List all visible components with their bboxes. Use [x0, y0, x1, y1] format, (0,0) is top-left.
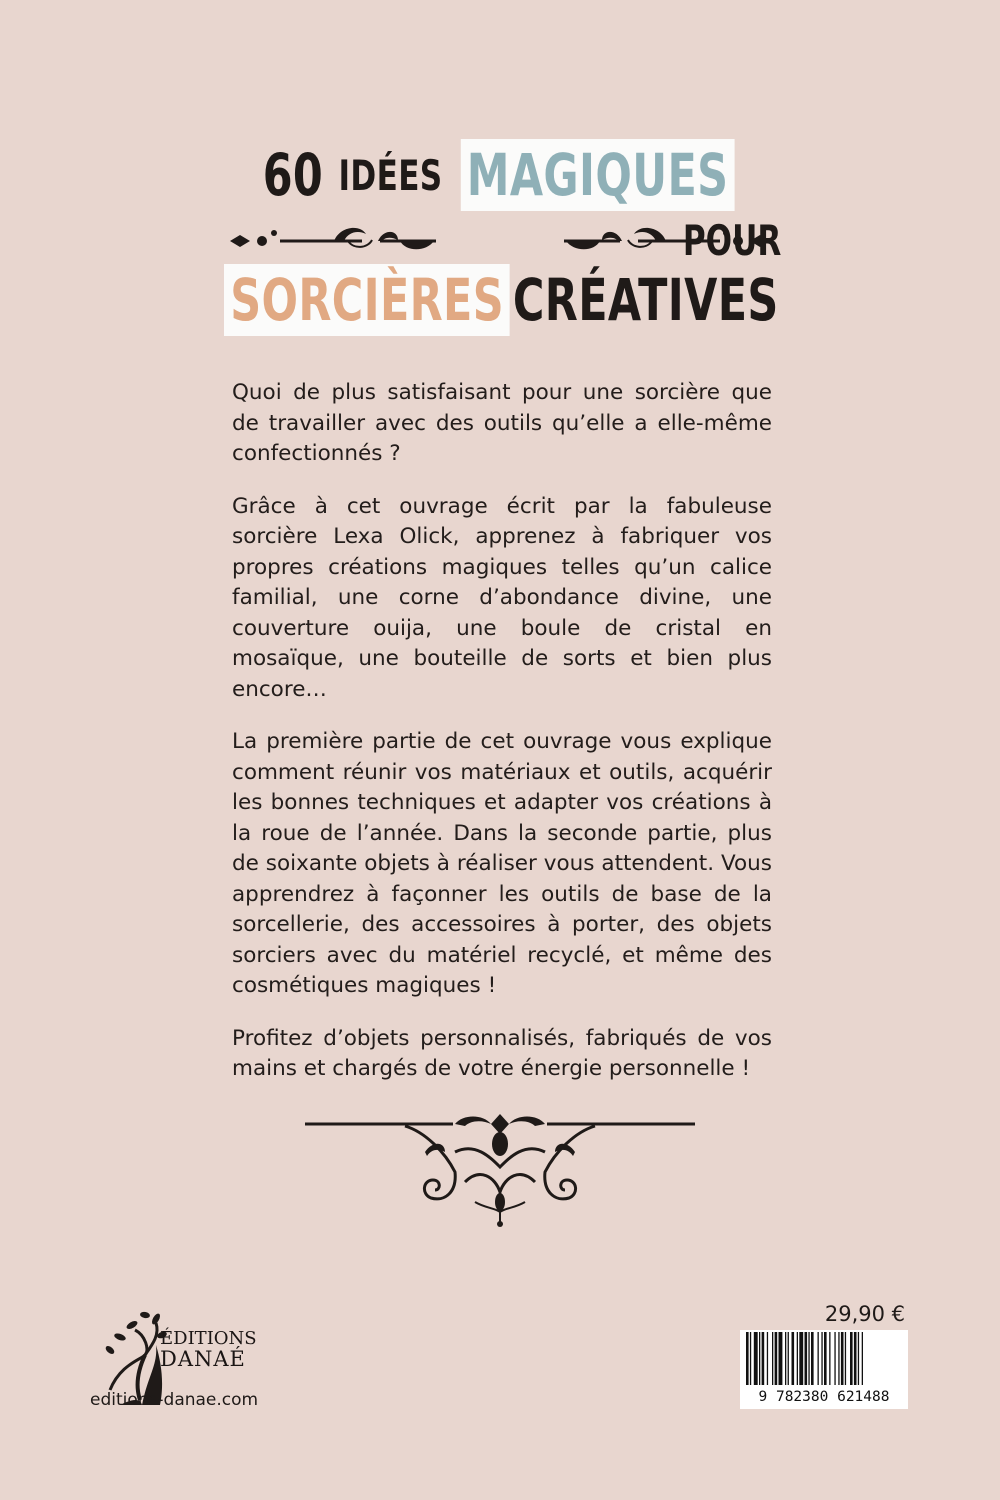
publisher-name	[160, 1328, 270, 1370]
flourish-ornament-icon	[305, 1112, 695, 1227]
description-paragraph-3: La première partie de cet ouvrage vous explique comment réunir vos matériaux et outils, acquérir les bonnes techniques et adapter vos créations à la roue de l’année. Dans la seconde partie, plus de soixante objets à réaliser vous attendent. Vous apprendrez à façonner les outils de base de la sorcellerie, des accessoires à porter, des objets sorciers avec du matériel recyclé, et même des cosmétiques magiques !	[232, 729, 772, 998]
title-ornament-row	[230, 216, 782, 265]
isbn-number: 9 782380 621488	[740, 1385, 908, 1409]
title-highlight-magiques: MAGIQUES	[461, 139, 734, 211]
price: 29,90 €	[824, 1302, 905, 1326]
title-number: 60	[262, 141, 324, 209]
book-title-line-3	[0, 265, 1000, 335]
description-paragraph-1: Quoi de plus satisfaisant pour une sorcière que de travailler avec des outils qu’elle a elle-même confectionnés ?	[232, 380, 772, 466]
publisher-website: editions-danae.com	[90, 1390, 259, 1410]
title-line-1	[130, 140, 870, 210]
description-paragraph-2: Grâce à cet ouvrage écrit par la fabuleuse sorcière Lexa Olick, apprenez à fabriquer vos propres créations magiques telles qu’un calice familial, une corne d’abondance divine, une couverture ouija, une boule de cristal en mosaïque, une bouteille de sorts et bien plus encore…	[232, 493, 772, 702]
title-word-idees: IDÉES	[338, 150, 443, 200]
back-cover-description	[232, 378, 772, 1107]
title-highlight-sorcieres: SORCIÈRES	[224, 264, 510, 336]
publisher-name-line-1: ÉDITIONS	[160, 1328, 257, 1349]
publisher-name-line-2: DANAÉ	[160, 1347, 246, 1371]
barcode	[740, 1330, 908, 1385]
book-title	[0, 140, 1000, 210]
title-connector: POUR	[682, 216, 782, 265]
barcode-icon	[740, 1330, 908, 1385]
title-word-creatives: CRÉATIVES	[512, 266, 779, 334]
title-line-3	[130, 265, 870, 335]
description-paragraph-4: Profitez d’objets personnalisés, fabriqués de vos mains et chargés de votre énergie personnelle !	[232, 1025, 772, 1081]
